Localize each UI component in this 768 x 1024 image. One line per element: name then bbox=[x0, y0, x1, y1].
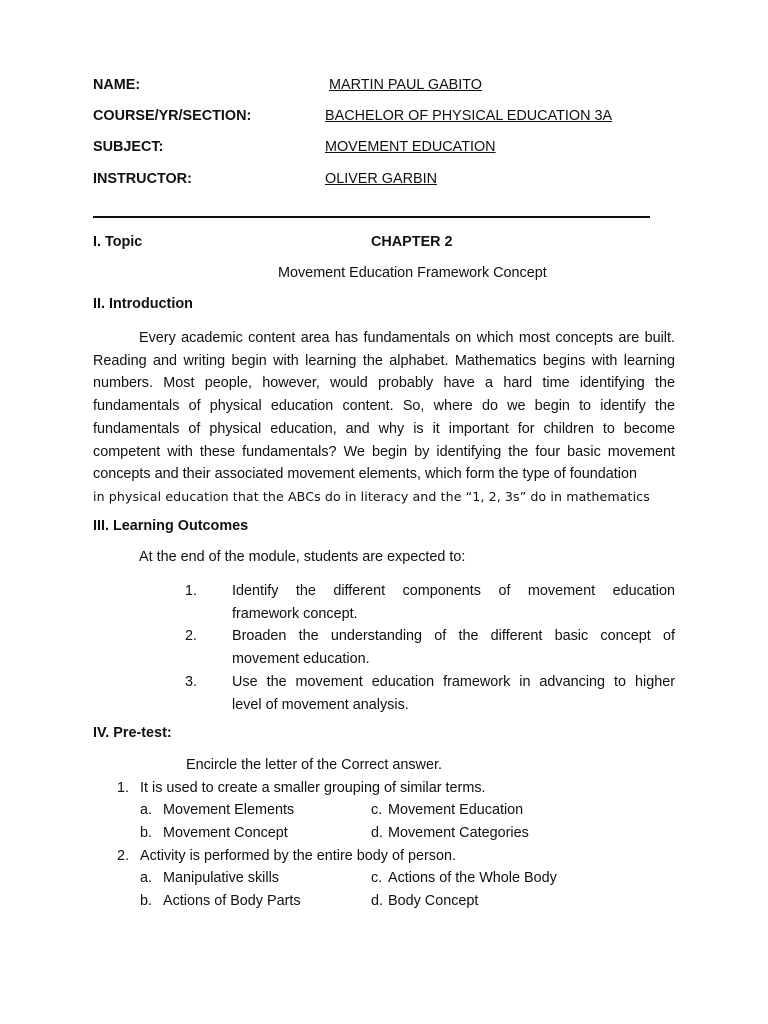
subject-value: MOVEMENT EDUCATION bbox=[325, 139, 496, 155]
outcome-number: 2. bbox=[185, 628, 198, 644]
choice-letter[interactable]: b. bbox=[140, 893, 153, 909]
question-text: It is used to create a smaller grouping of similar terms. bbox=[140, 780, 486, 796]
outcome-line: Broaden the understanding of the different basic concept of bbox=[232, 628, 675, 644]
introduction-body: Every academic content area has fundamentals on which most concepts are built. Reading and writing begin with learning the alphabet. Mathematics begins with learning numbers. Most people, however, would probably have a hard time identifying the fundamentals of physical education content. So, where do we begin to identify the fundamentals of physical education, and why is it important for children to become competent with these fundamentals? We begin by identifying the four basic movement concepts and their associated movement elements, which form the type of foundation bbox=[93, 330, 675, 483]
subject-label: SUBJECT: bbox=[93, 139, 164, 155]
choice-text: Manipulative skills bbox=[163, 870, 279, 886]
question-text: Activity is performed by the entire body of person. bbox=[140, 848, 456, 864]
choice-text: Movement Education bbox=[388, 802, 524, 818]
choice-text: Movement Categories bbox=[388, 825, 529, 841]
outcome-line: Use the movement education framework in advancing to higher bbox=[232, 674, 675, 690]
learning-outcomes-intro: At the end of the module, students are expected to: bbox=[139, 549, 466, 565]
name-value: MARTIN PAUL GABITO bbox=[329, 77, 482, 93]
pretest-heading: IV. Pre-test: bbox=[93, 725, 172, 741]
choice-text: Movement Elements bbox=[163, 802, 295, 818]
choice-letter[interactable]: c. bbox=[371, 802, 383, 818]
choice-text: Actions of Body Parts bbox=[163, 893, 301, 909]
outcome-number: 3. bbox=[185, 674, 198, 690]
pretest-instruction: Encircle the letter of the Correct answer. bbox=[186, 757, 442, 773]
choice-letter[interactable]: d. bbox=[371, 893, 384, 909]
choice-letter[interactable]: b. bbox=[140, 825, 153, 841]
instructor-value: OLIVER GARBIN bbox=[325, 171, 437, 187]
course-value: BACHELOR OF PHYSICAL EDUCATION 3A bbox=[325, 108, 613, 124]
choice-text: Actions of the Whole Body bbox=[388, 870, 557, 886]
choice-letter[interactable]: c. bbox=[371, 870, 383, 886]
outcome-line: framework concept. bbox=[232, 605, 358, 622]
outcome-line: Identify the different components of movement education bbox=[232, 583, 675, 599]
topic-title: Movement Education Framework Concept bbox=[278, 265, 547, 281]
introduction-last-line: in physical education that the ABCs do in literacy and the “1, 2, 3s” do in mathematics bbox=[93, 488, 650, 504]
learning-outcomes-heading: III. Learning Outcomes bbox=[93, 518, 249, 534]
choice-letter[interactable]: a. bbox=[140, 870, 153, 886]
instructor-label: INSTRUCTOR: bbox=[93, 171, 192, 187]
question-number: 1. bbox=[117, 780, 130, 796]
outcome-item bbox=[185, 671, 675, 716]
introduction-paragraph bbox=[93, 327, 675, 509]
introduction-heading: II. Introduction bbox=[93, 296, 193, 312]
outcome-number: 1. bbox=[185, 583, 198, 599]
topic-heading: I. Topic bbox=[93, 234, 143, 250]
outcome-item bbox=[185, 580, 675, 625]
outcome-line: level of movement analysis. bbox=[232, 696, 409, 713]
choice-text: Body Concept bbox=[388, 893, 479, 909]
chapter-heading: CHAPTER 2 bbox=[371, 234, 453, 250]
choice-letter[interactable]: a. bbox=[140, 802, 153, 818]
outcome-item bbox=[185, 625, 675, 670]
name-label: NAME: bbox=[93, 77, 141, 93]
question-number: 2. bbox=[117, 848, 130, 864]
course-label: COURSE/YR/SECTION: bbox=[93, 108, 252, 124]
header-divider bbox=[93, 216, 650, 218]
choice-text: Movement Concept bbox=[163, 825, 288, 841]
outcome-line: movement education. bbox=[232, 650, 370, 667]
choice-letter[interactable]: d. bbox=[371, 825, 384, 841]
